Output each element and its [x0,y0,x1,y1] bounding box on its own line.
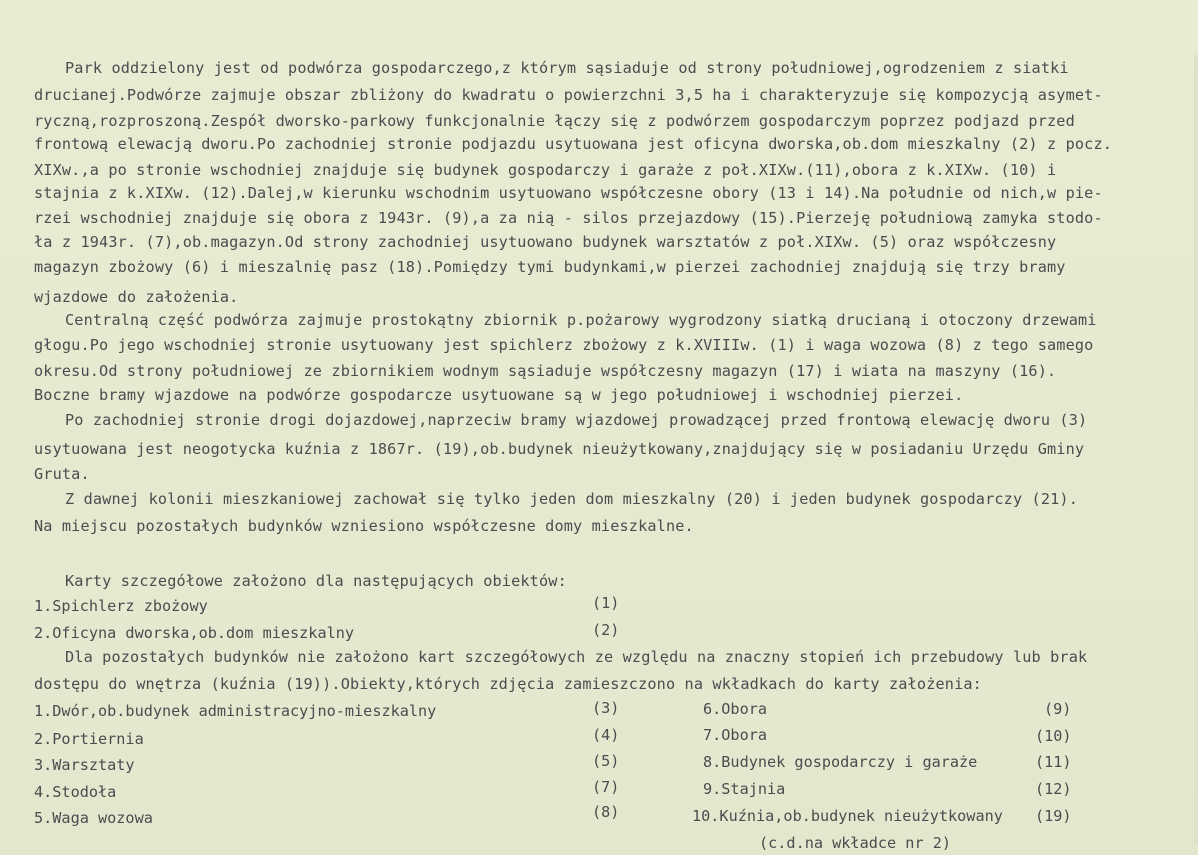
text-line: magazyn zbożowy (6) i mieszalnię pasz (18).Pomiędzy tymi budynkami,w pierzei zachodniej znajdują się trzy bramy [34,258,1066,276]
photo-item-ref: (10) [1035,727,1072,745]
photo-item-ref: (4) [592,726,620,744]
continuation-note: (c.d.na wkładce nr 2) [759,834,952,852]
text-line: dostępu do wnętrza (kuźnia (19)).Obiekty,których zdjęcia zamieszczono na wkładkach do karty założenia: [34,675,982,693]
photo-item-label: 2.Portiernia [34,730,144,748]
photo-item-label: 10.Kuźnia,ob.budynek nieużytkowany [692,807,1003,825]
text-line: Po zachodniej stronie drogi dojazdowej,naprzeciw bramy wjazdowej prowadzącej przed frontową elewację dworu (3) [65,411,1088,429]
text-line: ła z 1943r. (7),ob.magazyn.Od strony zachodniej usytuowano budynek warsztatów z poł.XIXw. (5) oraz współczesny [34,233,1057,251]
photo-item-ref: (11) [1035,753,1072,771]
photo-item-label: 4.Stodoła [34,783,117,801]
text-line: rzei wschodniej znajduje się obora z 1943r. (9),a za nią - silos przejazdowy (15).Pierzeję południową zamyka stodo- [34,209,1103,227]
cards-intro: Karty szczegółowe założono dla następujących obiektów: [65,572,567,590]
photo-item-ref: (5) [592,752,620,770]
text-line: ryczną,rozproszoną.Zespół dworsko-parkowy funkcjonalnie łączy się z podwórzem gospodarczym poprzez podjazd przed [34,112,1075,130]
text-line: wjazdowe do założenia. [34,288,239,306]
text-line: Boczne bramy wjazdowe na podwórze gospodarcze usytuowane są w jego południowej i wschodniej pierzei. [34,386,964,404]
text-line: XIXw.,a po stronie wschodniej znajduje się budynek gospodarczy i garaże z poł.XIXw.(11),obora z k.XIXw. (10) i [34,161,1057,179]
text-line: usytuowana jest neogotycka kuźnia z 1867r. (19),ob.budynek nieużytkowany,znajdujący się w posiadaniu Urzędu Gminy [34,440,1085,458]
photo-item-ref: (3) [592,699,620,717]
photo-item-ref: (9) [1044,700,1072,718]
page-edge [1194,55,1198,845]
text-line: Gruta. [34,465,90,483]
text-line: frontową elewacją dworu.Po zachodniej stronie podjazdu usytuowana jest oficyna dworska,ob.dom mieszkalny (2) z pocz. [34,135,1113,153]
photo-item-ref: (7) [592,778,620,796]
photo-item-ref: (12) [1035,780,1072,798]
text-line: stajnia z k.XIXw. (12).Dalej,w kierunku wschodnim usytuowano współczesne obory (13 i 14).Na południe od nich,w pie- [34,184,1103,202]
text-line: okresu.Od strony południowej ze zbiornikiem wodnym sąsiaduje współczesny magazyn (17) i wiata na maszyny (16). [34,362,1057,380]
text-line: Park oddzielony jest od podwórza gospodarczego,z którym sąsiaduje od strony południowej,ogrodzeniem z siatki [65,59,1069,77]
text-line: Z dawnej kolonii mieszkaniowej zachował się tylko jeden dom mieszkalny (20) i jeden budynek gospodarczy (21). [65,490,1079,508]
photo-item-label: 7.Obora [703,726,768,744]
photo-item-label: 9.Stajnia [703,780,786,798]
card-item-label: 2.Oficyna dworska,ob.dom mieszkalny [34,624,355,642]
photo-item-label: 3.Warsztaty [34,756,135,774]
text-line: głogu.Po jego wschodniej stronie usytuowany jest spichlerz zbożowy z k.XVIIIw. (1) i waga wozowa (8) z tego samego [34,336,1094,354]
card-item-label: 1.Spichlerz zbożowy [34,597,208,615]
text-line: Na miejscu pozostałych budynków wzniesiono współczesne domy mieszkalne. [34,517,694,535]
text-line: drucianej.Podwórze zajmuje obszar zbliżony do kwadratu o powierzchni 3,5 ha i charakteryzuje się kompozycją asymet- [34,86,1103,104]
card-item-ref: (1) [592,594,620,612]
photo-item-label: 6.Obora [703,700,768,718]
card-item-ref: (2) [592,621,620,639]
photo-item-ref: (8) [592,803,620,821]
text-line: Centralną część podwórza zajmuje prostokątny zbiornik p.pożarowy wygrodzony siatką drucianą i otoczony drzewami [65,311,1097,329]
photo-item-label: 8.Budynek gospodarczy i garaże [703,753,978,771]
photo-item-label: 5.Waga wozowa [34,809,153,827]
photo-item-ref: (19) [1035,807,1072,825]
text-line: Dla pozostałych budynków nie założono kart szczegółowych ze względu na znaczny stopień ich przebudowy lub brak [65,648,1088,666]
photo-item-label: 1.Dwór,ob.budynek administracyjno-mieszkalny [34,702,437,720]
